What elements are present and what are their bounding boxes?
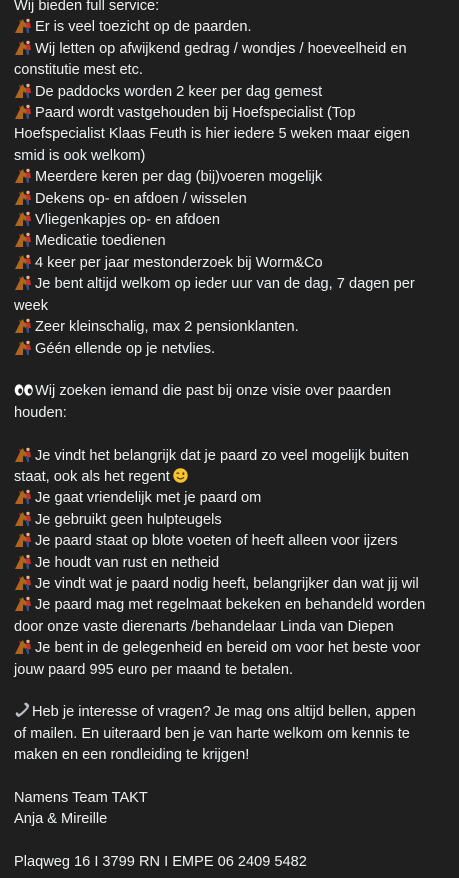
post-line: [14, 82, 451, 103]
line-text: Plaqweg 16 I 3799 RN I EMPE 06 2409 5482: [14, 854, 307, 871]
line-text: jouw paard 995 euro per maand te betalen.: [14, 661, 294, 678]
post-line: [14, 852, 451, 873]
line-text: door onze vaste dierenarts /behandelaar Linda van Diepen: [14, 618, 394, 635]
line-text: Namens Team TAKT: [14, 789, 148, 806]
post-line: [14, 317, 451, 338]
horse-rider-icon: [14, 318, 32, 334]
line-text: houden:: [14, 404, 67, 421]
post-line: [14, 809, 451, 830]
post-line: [14, 467, 451, 488]
horse-rider-icon: [14, 104, 32, 120]
line-text: Hoefspecialist Klaas Feuth is hier iedere 5 weken maar eigen: [14, 126, 410, 143]
post-line: [14, 103, 451, 124]
line-text: Wij bieden full service:: [14, 0, 160, 14]
post-line: [14, 274, 451, 295]
horse-rider-icon: [14, 447, 32, 463]
post-line: [14, 296, 451, 317]
post-line: [14, 638, 451, 659]
post-line: [14, 617, 451, 638]
line-text: Paard wordt vastgehouden bij Hoefspecialist (Top: [35, 105, 356, 122]
horse-rider-icon: [14, 511, 32, 527]
line-text: Je bent in de gelegenheid en bereid om voor het beste voor: [35, 640, 421, 657]
line-text: Er is veel toezicht op de paarden.: [35, 19, 252, 36]
post-line: [14, 531, 451, 552]
post-line: [14, 381, 451, 402]
line-text: of mailen. En uiteraard ben je van harte welkom om kennis te: [14, 725, 410, 742]
horse-rider-icon: [14, 18, 32, 34]
paragraph-gap: [14, 424, 451, 445]
horse-rider-icon: [14, 83, 32, 99]
horse-rider-icon: [14, 639, 32, 655]
line-text: Dekens op- en afdoen / wisselen: [35, 190, 247, 207]
post-line: [14, 17, 451, 38]
post-line: [14, 595, 451, 616]
post-line: [14, 189, 451, 210]
horse-rider-icon: [14, 275, 32, 291]
horse-rider-icon: [14, 596, 32, 612]
horse-rider-icon: [14, 211, 32, 227]
horse-rider-icon: [14, 340, 32, 356]
horse-rider-icon: [14, 190, 32, 206]
post-line: [14, 146, 451, 167]
horse-rider-icon: [14, 554, 32, 570]
line-text: Je gaat vriendelijk met je paard om: [35, 490, 262, 507]
line-text: week: [14, 297, 49, 314]
horse-rider-icon: [14, 168, 32, 184]
paragraph-gap: [14, 681, 451, 702]
post-line: [14, 253, 451, 274]
paragraph-gap: [14, 831, 451, 852]
post-line: [14, 124, 451, 145]
line-text: 4 keer per jaar mestonderzoek bij Worm&Co: [35, 254, 323, 271]
line-text: maken en een rondleiding te krijgen!: [14, 747, 250, 764]
post-line: [14, 553, 451, 574]
winking-face-icon: [173, 468, 188, 483]
paragraph-gap: [14, 767, 451, 788]
post-line: [14, 788, 451, 809]
post-line: [14, 702, 451, 723]
telephone-receiver-icon: [14, 702, 31, 718]
line-text: Je houdt van rust en netheid: [35, 554, 220, 571]
post-line: [14, 167, 451, 188]
post-line: [14, 60, 451, 81]
horse-rider-icon: [14, 575, 32, 591]
post-line: [14, 488, 451, 509]
line-text: smid is ook welkom): [14, 147, 146, 164]
line-text: Anja & Mireille: [14, 811, 108, 828]
line-text: staat, ook als het regent: [14, 468, 170, 485]
line-text: Vliegenkapjes op- en afdoen: [35, 212, 220, 229]
line-text: Je gebruikt geen hulpteugels: [35, 511, 222, 528]
line-text: Zeer kleinschalig, max 2 pensionklanten.: [35, 319, 299, 336]
post-line: [14, 231, 451, 252]
line-text: Je vindt het belangrijk dat je paard zo veel mogelijk buiten: [35, 447, 409, 464]
horse-rider-icon: [14, 232, 32, 248]
line-text: De paddocks worden 2 keer per dag gemest: [35, 83, 323, 100]
line-text: Medicatie toedienen: [35, 233, 166, 250]
line-text: Je vindt wat je paard nodig heeft, belangrijker dan wat jij wil: [35, 575, 419, 592]
horse-rider-icon: [14, 489, 32, 505]
line-text: Heb je interesse of vragen? Je mag ons altijd bellen, appen: [32, 704, 416, 721]
post-line: [14, 574, 451, 595]
post-line: [14, 339, 451, 360]
post-line: [14, 446, 451, 467]
post-line: [14, 403, 451, 424]
post-line: [14, 0, 451, 17]
post-line: [14, 210, 451, 231]
line-text: Géén ellende op je netvlies.: [35, 340, 216, 357]
line-text: Wij letten op afwijkend gedrag / wondjes / hoeveelheid en: [35, 40, 407, 57]
line-text: Je bent altijd welkom op ieder uur van de dag, 7 dagen per: [35, 276, 415, 293]
post-line: [14, 745, 451, 766]
post-line: [14, 39, 451, 60]
post-line: [14, 660, 451, 681]
line-text: Meerdere keren per dag (bij)voeren mogelijk: [35, 169, 323, 186]
paragraph-gap: [14, 360, 451, 381]
line-text: Je paard mag met regelmaat bekeken en behandeld worden: [35, 597, 426, 614]
horse-rider-icon: [14, 40, 32, 56]
horse-rider-icon: [14, 254, 32, 270]
post-line: [14, 724, 451, 745]
eyes-icon: [14, 383, 34, 397]
horse-rider-icon: [14, 532, 32, 548]
line-text: constitutie mest etc.: [14, 62, 143, 79]
post-line: [14, 510, 451, 531]
line-text: Je paard staat op blote voeten of heeft alleen voor ijzers: [35, 533, 398, 550]
line-text: Wij zoeken iemand die past bij onze visie over paarden: [35, 383, 392, 400]
